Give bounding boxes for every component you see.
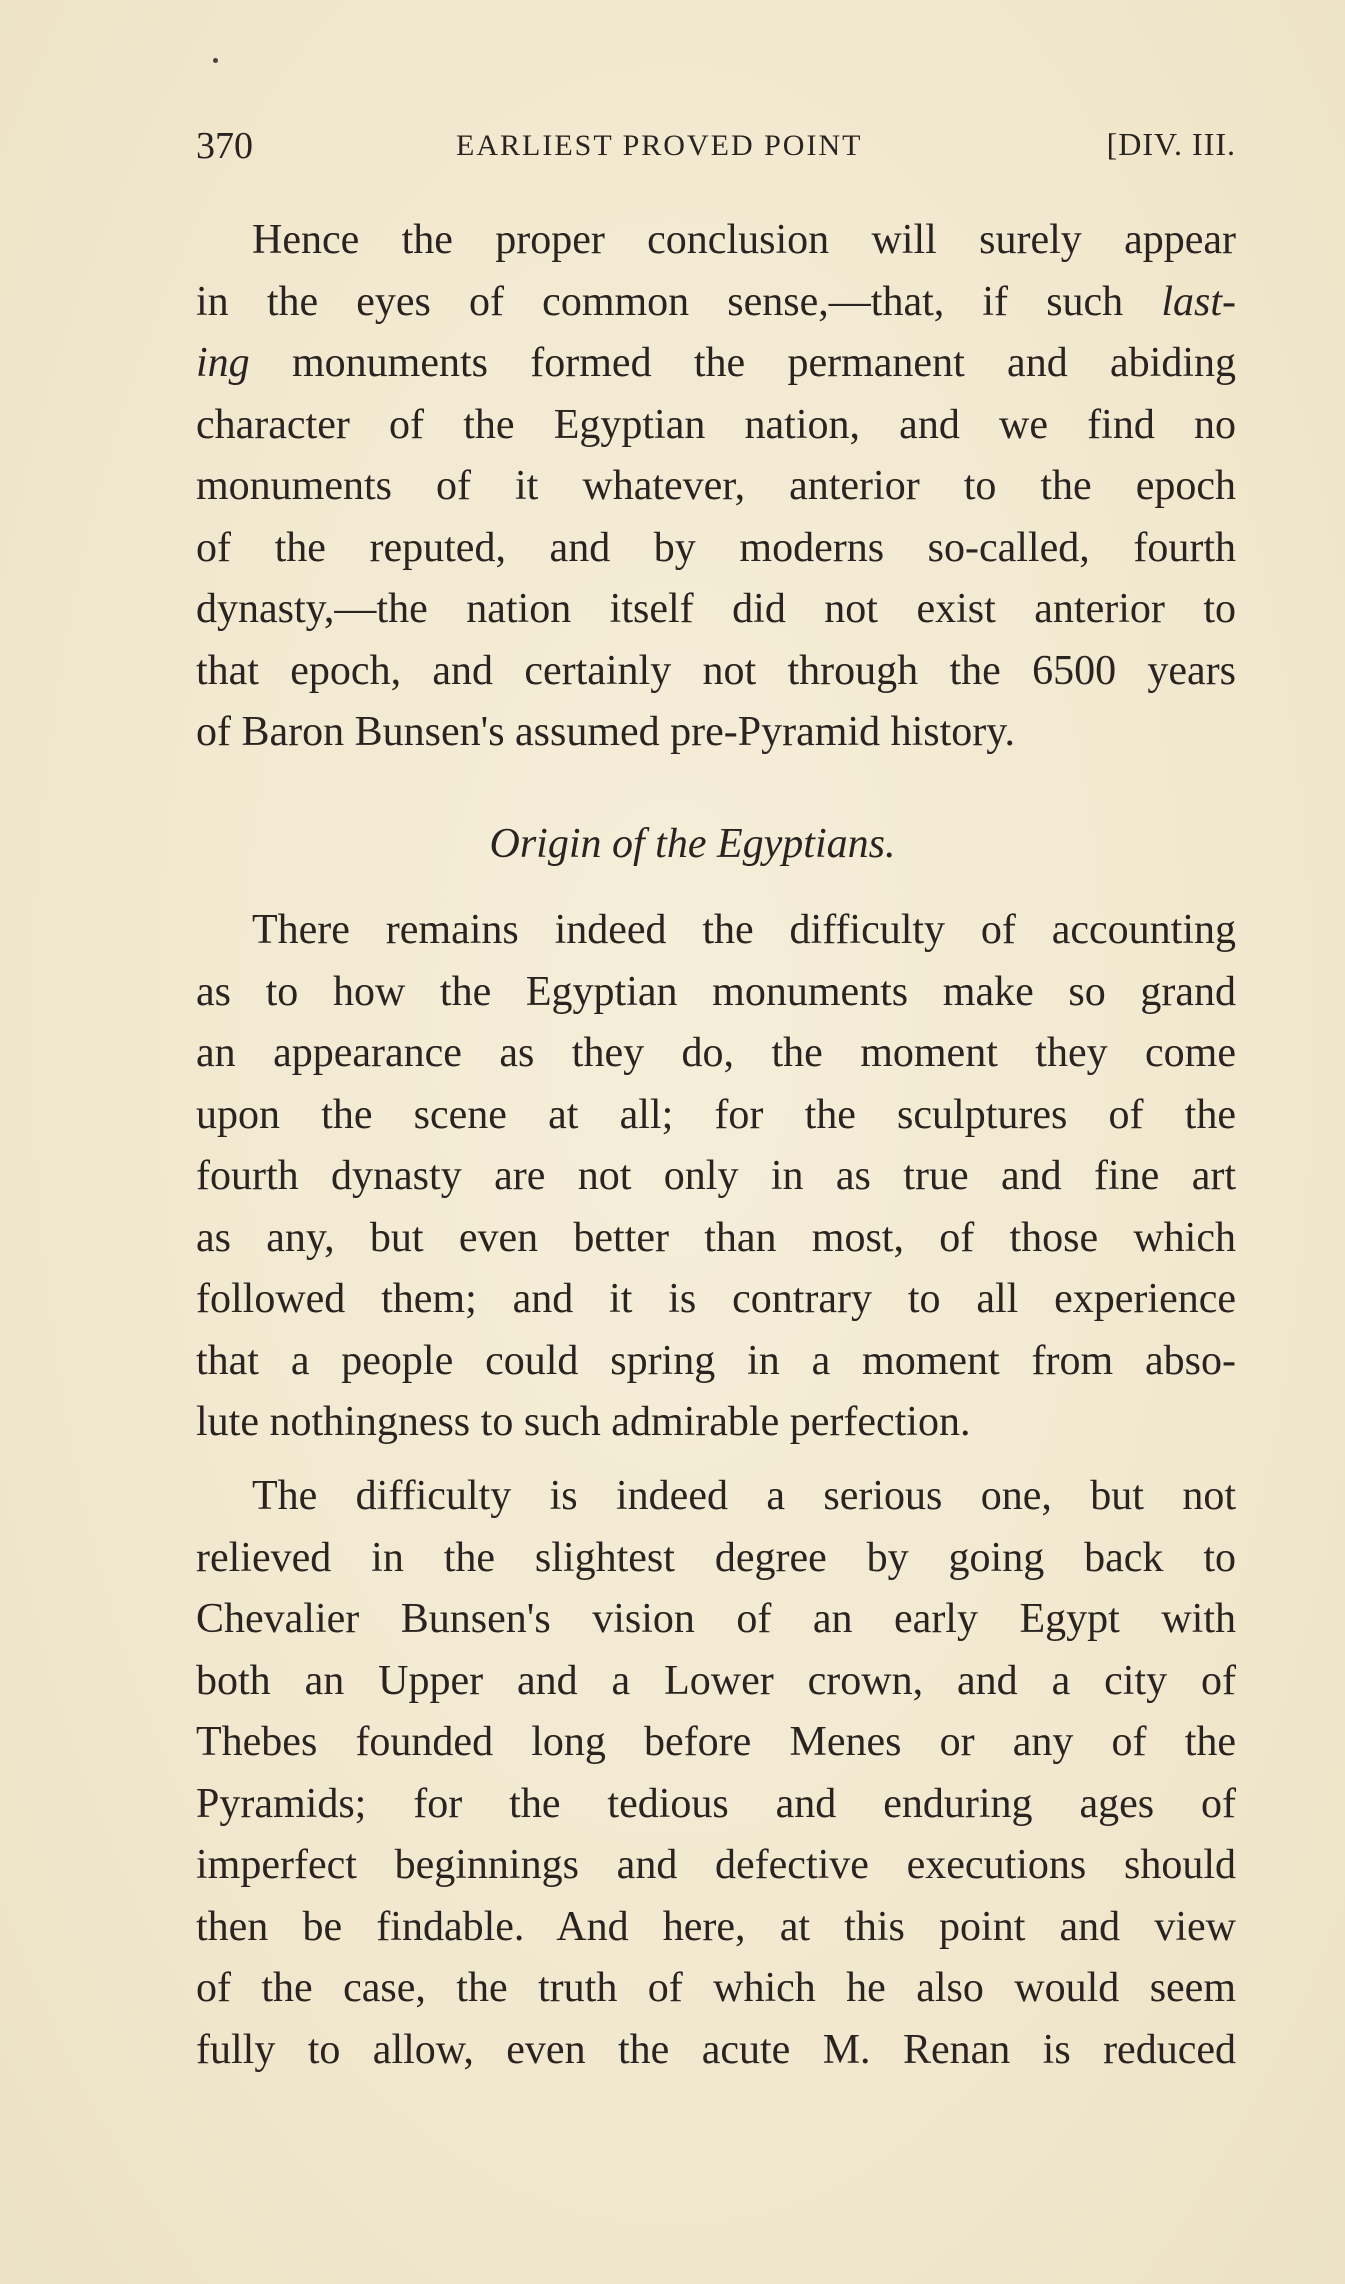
text-line: that a people could spring in a moment from abso-	[196, 1337, 1236, 1384]
text-line: of Baron Bunsen's assumed pre-Pyramid history.	[196, 709, 1016, 755]
text-line: character of the Egyptian nation, and we find no	[196, 401, 1236, 448]
running-title: EARLIEST PROVED POINT	[456, 129, 863, 162]
text-line: in the eyes of common sense,—that, if such last-	[196, 278, 1236, 325]
division-label: [DIV. III.	[1106, 126, 1236, 162]
text-line: lute nothingness to such admirable perfection.	[196, 1399, 971, 1445]
text-line: as any, but even better than most, of those which	[196, 1214, 1236, 1261]
text-line: of the reputed, and by moderns so-called, fourth	[196, 524, 1236, 571]
page-header	[196, 124, 1236, 174]
text-line: then be findable. And here, at this point and view	[196, 1903, 1236, 1950]
italic-word: ing	[196, 340, 250, 386]
text-line: imperfect beginnings and defective executions should	[196, 1842, 1236, 1888]
paragraph-3	[196, 1466, 1236, 2081]
text-line: ing monuments formed the permanent and abiding	[196, 340, 1236, 386]
text-line: relieved in the slightest degree by going back to	[196, 1534, 1236, 1581]
text-line: Thebes founded long before Menes or any of the	[196, 1719, 1236, 1765]
text-line: followed them; and it is contrary to all experience	[196, 1276, 1236, 1322]
text-line: The difficulty is indeed a serious one, but not	[252, 1473, 1236, 1519]
text-line: of the case, the truth of which he also would seem	[196, 1965, 1236, 2011]
section-heading: Origin of the Egyptians.	[489, 821, 896, 867]
text-line: Hence the proper conclusion will surely appear	[252, 217, 1236, 263]
text-line: There remains indeed the difficulty of accounting	[252, 907, 1236, 953]
page-number: 370	[196, 125, 253, 167]
ink-speck	[213, 58, 218, 63]
italic-word: last-	[1161, 278, 1236, 325]
text-line: upon the scene at all; for the sculptures of the	[196, 1091, 1236, 1138]
text-line: Chevalier Bunsen's vision of an early Egypt with	[196, 1596, 1236, 1642]
text-line: that epoch, and certainly not through the 6500 years	[196, 647, 1236, 694]
text-line: dynasty,—the nation itself did not exist anterior to	[196, 586, 1236, 632]
text-line: fourth dynasty are not only in as true and fine art	[196, 1153, 1236, 1199]
text-line: both an Upper and a Lower crown, and a city of	[196, 1657, 1236, 1704]
text-line: an appearance as they do, the moment they come	[196, 1030, 1236, 1076]
text-line: Pyramids; for the tedious and enduring ages of	[196, 1780, 1236, 1827]
paragraph-2	[196, 900, 1236, 1454]
text-line: monuments of it whatever, anterior to the epoch	[196, 463, 1236, 509]
text-line: as to how the Egyptian monuments make so grand	[196, 968, 1236, 1015]
text-line: fully to allow, even the acute M. Renan is reduced	[196, 2026, 1236, 2073]
paragraph-1	[196, 210, 1236, 764]
